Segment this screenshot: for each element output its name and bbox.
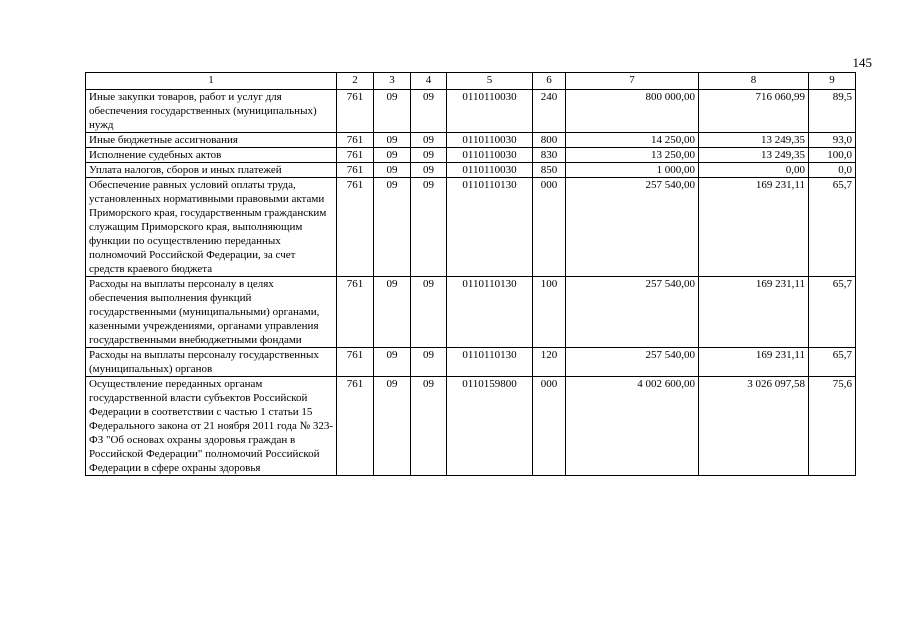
admin-code-cell: 761 xyxy=(337,178,374,277)
percent-cell: 89,5 xyxy=(809,90,856,133)
column-header: 7 xyxy=(566,73,699,90)
table-row xyxy=(86,148,856,163)
budget-table xyxy=(85,72,856,476)
section-cell: 09 xyxy=(374,178,411,277)
table-row xyxy=(86,133,856,148)
admin-code-cell: 761 xyxy=(337,148,374,163)
percent-cell: 65,7 xyxy=(809,178,856,277)
row-name-cell: Уплата налогов, сборов и иных платежей xyxy=(86,163,337,178)
target-article-cell: 0110159800 xyxy=(447,377,533,476)
percent-cell: 65,7 xyxy=(809,348,856,377)
target-article-cell: 0110110130 xyxy=(447,178,533,277)
table-row xyxy=(86,377,856,476)
admin-code-cell: 761 xyxy=(337,377,374,476)
planned-amount-cell: 257 540,00 xyxy=(566,178,699,277)
subsection-cell: 09 xyxy=(411,163,447,178)
column-header: 2 xyxy=(337,73,374,90)
table-row xyxy=(86,163,856,178)
planned-amount-cell: 257 540,00 xyxy=(566,348,699,377)
planned-amount-cell: 800 000,00 xyxy=(566,90,699,133)
row-name-cell: Иные бюджетные ассигнования xyxy=(86,133,337,148)
expense-type-cell: 000 xyxy=(533,377,566,476)
planned-amount-cell: 14 250,00 xyxy=(566,133,699,148)
column-header: 5 xyxy=(447,73,533,90)
row-name-cell: Исполнение судебных актов xyxy=(86,148,337,163)
expense-type-cell: 830 xyxy=(533,148,566,163)
executed-amount-cell: 169 231,11 xyxy=(699,178,809,277)
column-header: 4 xyxy=(411,73,447,90)
target-article-cell: 0110110030 xyxy=(447,90,533,133)
row-name-cell: Расходы на выплаты персоналу государственных (муниципальных) органов xyxy=(86,348,337,377)
table-row xyxy=(86,90,856,133)
row-name-cell: Обеспечение равных условий оплаты труда, установленных нормативными правовыми актами Приморского края, государственным гражданским служащим Приморского края, выполняющим функции по осуществлению переданных полномочий Российской Федерации, за счет средств краевого бюджета xyxy=(86,178,337,277)
admin-code-cell: 761 xyxy=(337,133,374,148)
row-name-cell: Расходы на выплаты персоналу в целях обеспечения выполнения функций государственными (муниципальными) органами, казенными учреждениями, органами управления государственными внебюджетными фондами xyxy=(86,277,337,348)
target-article-cell: 0110110030 xyxy=(447,133,533,148)
executed-amount-cell: 3 026 097,58 xyxy=(699,377,809,476)
subsection-cell: 09 xyxy=(411,90,447,133)
admin-code-cell: 761 xyxy=(337,90,374,133)
section-cell: 09 xyxy=(374,133,411,148)
column-header: 3 xyxy=(374,73,411,90)
section-cell: 09 xyxy=(374,163,411,178)
target-article-cell: 0110110130 xyxy=(447,277,533,348)
table-row xyxy=(86,348,856,377)
admin-code-cell: 761 xyxy=(337,163,374,178)
subsection-cell: 09 xyxy=(411,348,447,377)
target-article-cell: 0110110030 xyxy=(447,163,533,178)
subsection-cell: 09 xyxy=(411,277,447,348)
subsection-cell: 09 xyxy=(411,377,447,476)
subsection-cell: 09 xyxy=(411,178,447,277)
executed-amount-cell: 169 231,11 xyxy=(699,277,809,348)
row-name-cell: Иные закупки товаров, работ и услуг для обеспечения государственных (муниципальных) нужд xyxy=(86,90,337,133)
column-header: 8 xyxy=(699,73,809,90)
page-number: 145 xyxy=(852,55,872,70)
executed-amount-cell: 13 249,35 xyxy=(699,133,809,148)
percent-cell: 75,6 xyxy=(809,377,856,476)
expense-type-cell: 000 xyxy=(533,178,566,277)
executed-amount-cell: 716 060,99 xyxy=(699,90,809,133)
percent-cell: 100,0 xyxy=(809,148,856,163)
column-header: 1 xyxy=(86,73,337,90)
planned-amount-cell: 4 002 600,00 xyxy=(566,377,699,476)
percent-cell: 93,0 xyxy=(809,133,856,148)
subsection-cell: 09 xyxy=(411,148,447,163)
section-cell: 09 xyxy=(374,348,411,377)
section-cell: 09 xyxy=(374,148,411,163)
section-cell: 09 xyxy=(374,277,411,348)
expense-type-cell: 800 xyxy=(533,133,566,148)
percent-cell: 0,0 xyxy=(809,163,856,178)
section-cell: 09 xyxy=(374,377,411,476)
admin-code-cell: 761 xyxy=(337,348,374,377)
subsection-cell: 09 xyxy=(411,133,447,148)
planned-amount-cell: 257 540,00 xyxy=(566,277,699,348)
admin-code-cell: 761 xyxy=(337,277,374,348)
table-row xyxy=(86,178,856,277)
expense-type-cell: 240 xyxy=(533,90,566,133)
column-header: 6 xyxy=(533,73,566,90)
target-article-cell: 0110110130 xyxy=(447,348,533,377)
planned-amount-cell: 13 250,00 xyxy=(566,148,699,163)
target-article-cell: 0110110030 xyxy=(447,148,533,163)
column-header: 9 xyxy=(809,73,856,90)
section-cell: 09 xyxy=(374,90,411,133)
table-row xyxy=(86,277,856,348)
expense-type-cell: 120 xyxy=(533,348,566,377)
expense-type-cell: 850 xyxy=(533,163,566,178)
percent-cell: 65,7 xyxy=(809,277,856,348)
planned-amount-cell: 1 000,00 xyxy=(566,163,699,178)
header-row xyxy=(86,73,856,90)
executed-amount-cell: 0,00 xyxy=(699,163,809,178)
row-name-cell: Осуществление переданных органам государственной власти субъектов Российской Федерации в соответствии с частью 1 статьи 15 Федерального закона от 21 ноября 2011 года № 323-ФЗ "Об основах охраны здоровья граждан в Российской Федерации" полномочий Российской Федерации в сфере охраны здоровья xyxy=(86,377,337,476)
executed-amount-cell: 13 249,35 xyxy=(699,148,809,163)
executed-amount-cell: 169 231,11 xyxy=(699,348,809,377)
expense-type-cell: 100 xyxy=(533,277,566,348)
